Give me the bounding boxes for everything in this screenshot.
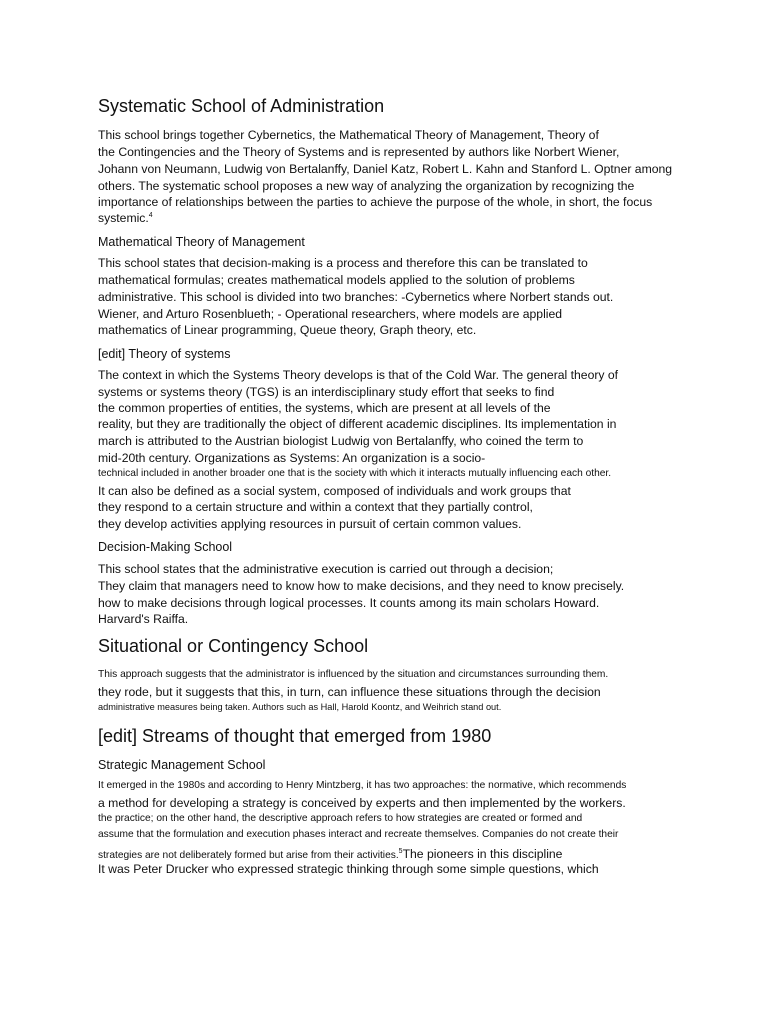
heading-theory-of-systems: [edit] Theory of systems [98, 347, 231, 361]
footnote-ref[interactable]: 5 [398, 848, 403, 855]
paragraph-line: how to make decisions through logical processes. It counts among its main scholars Howard. [98, 596, 600, 610]
paragraph-text: strategies are not deliberately formed but arise from their activities. [98, 850, 399, 861]
paragraph-line: It was Peter Drucker who expressed strategic thinking through some simple questions, which [98, 862, 599, 876]
paragraph-text: systemic. [98, 211, 149, 225]
paragraph-line: they develop activities applying resources in pursuit of certain common values. [98, 517, 522, 531]
paragraph-line: importance of relationships between the parties to achieve the purpose of the whole, in short, the focus [98, 195, 653, 209]
paragraph-line: march is attributed to the Austrian biologist Ludwig von Bertalanffy, who coined the term to [98, 434, 584, 448]
paragraph-line: a method for developing a strategy is conceived by experts and then implemented by the workers. [98, 796, 626, 810]
heading-mathematical-theory: Mathematical Theory of Management [98, 235, 305, 249]
paragraph-line: They claim that managers need to know how to make decisions, and they need to know precisely. [98, 579, 625, 593]
paragraph-line-small: This approach suggests that the administrator is influenced by the situation and circumstances surrounding them. [98, 669, 609, 680]
heading-decision-making: Decision-Making School [98, 540, 233, 554]
heading-streams-of-thought: [edit] Streams of thought that emerged from 1980 [98, 726, 492, 746]
paragraph-line-small: administrative measures being taken. Authors such as Hall, Harold Koontz, and Weihrich stand out. [98, 702, 502, 712]
paragraph-line: they rode, but it suggests that this, in turn, can influence these situations through the decision [98, 685, 601, 699]
paragraph-line: This school states that decision-making is a process and therefore this can be translated to [98, 256, 588, 270]
paragraph-line [98, 846, 562, 862]
paragraph-line: It can also be defined as a social system, composed of individuals and work groups that [98, 484, 571, 498]
paragraph-line: mathematics of Linear programming, Queue theory, Graph theory, etc. [98, 323, 477, 337]
paragraph-line: reality, but they are traditionally the object of different academic disciplines. Its implementation in [98, 417, 617, 431]
paragraph-line-small: the practice; on the other hand, the descriptive approach refers to how strategies are created or formed and [98, 813, 583, 824]
heading-situational-school: Situational or Contingency School [98, 636, 369, 656]
paragraph-line: they respond to a certain structure and within a context that they partially control, [98, 500, 533, 514]
footnote-ref[interactable]: 4 [148, 212, 153, 219]
paragraph-line-small: It emerged in the 1980s and according to Henry Mintzberg, it has two approaches: the normative, which recommends [98, 780, 627, 791]
paragraph-line: The context in which the Systems Theory develops is that of the Cold War. The general theory of [98, 368, 619, 382]
paragraph-line: Johann von Neumann, Ludwig von Bertalanffy, Daniel Katz, Robert L. Kahn and Stanford L. Optner among [98, 162, 673, 176]
paragraph-line: administrative. This school is divided into two branches: -Cybernetics where Norbert stands out. [98, 290, 614, 304]
paragraph-line: the common properties of entities, the systems, which are present at all levels of the [98, 401, 551, 415]
paragraph-line: systems or systems theory (TGS) is an interdisciplinary study effort that seeks to find [98, 385, 555, 399]
paragraph-line: the Contingencies and the Theory of Systems and is represented by authors like Norbert Wiener, [98, 145, 620, 159]
paragraph-line-small: technical included in another broader one that is the society with which it interacts mutually influencing each other. [98, 468, 612, 479]
paragraph-line: others. The systematic school proposes a new way of analyzing the organization by recognizing the [98, 179, 635, 193]
paragraph-line: mid-20th century. Organizations as Systems: An organization is a socio- [98, 451, 486, 465]
paragraph-line: Wiener, and Arturo Rosenblueth; - Operational researchers, where models are applied [98, 307, 563, 321]
paragraph-line: This school brings together Cybernetics, the Mathematical Theory of Management, Theory of [98, 128, 599, 142]
heading-systematic-school: Systematic School of Administration [98, 96, 385, 116]
paragraph-line: Harvard's Raiffa. [98, 612, 189, 626]
heading-strategic-management: Strategic Management School [98, 758, 266, 772]
paragraph-line [98, 212, 153, 224]
paragraph-line: This school states that the administrative execution is carried out through a decision; [98, 562, 554, 576]
paragraph-line: mathematical formulas; creates mathematical models applied to the solution of problems [98, 273, 575, 287]
paragraph-line-small: assume that the formulation and execution phases interact and recreate themselves. Companies do not create their [98, 829, 619, 840]
paragraph-text: The pioneers in this discipline [402, 847, 563, 861]
